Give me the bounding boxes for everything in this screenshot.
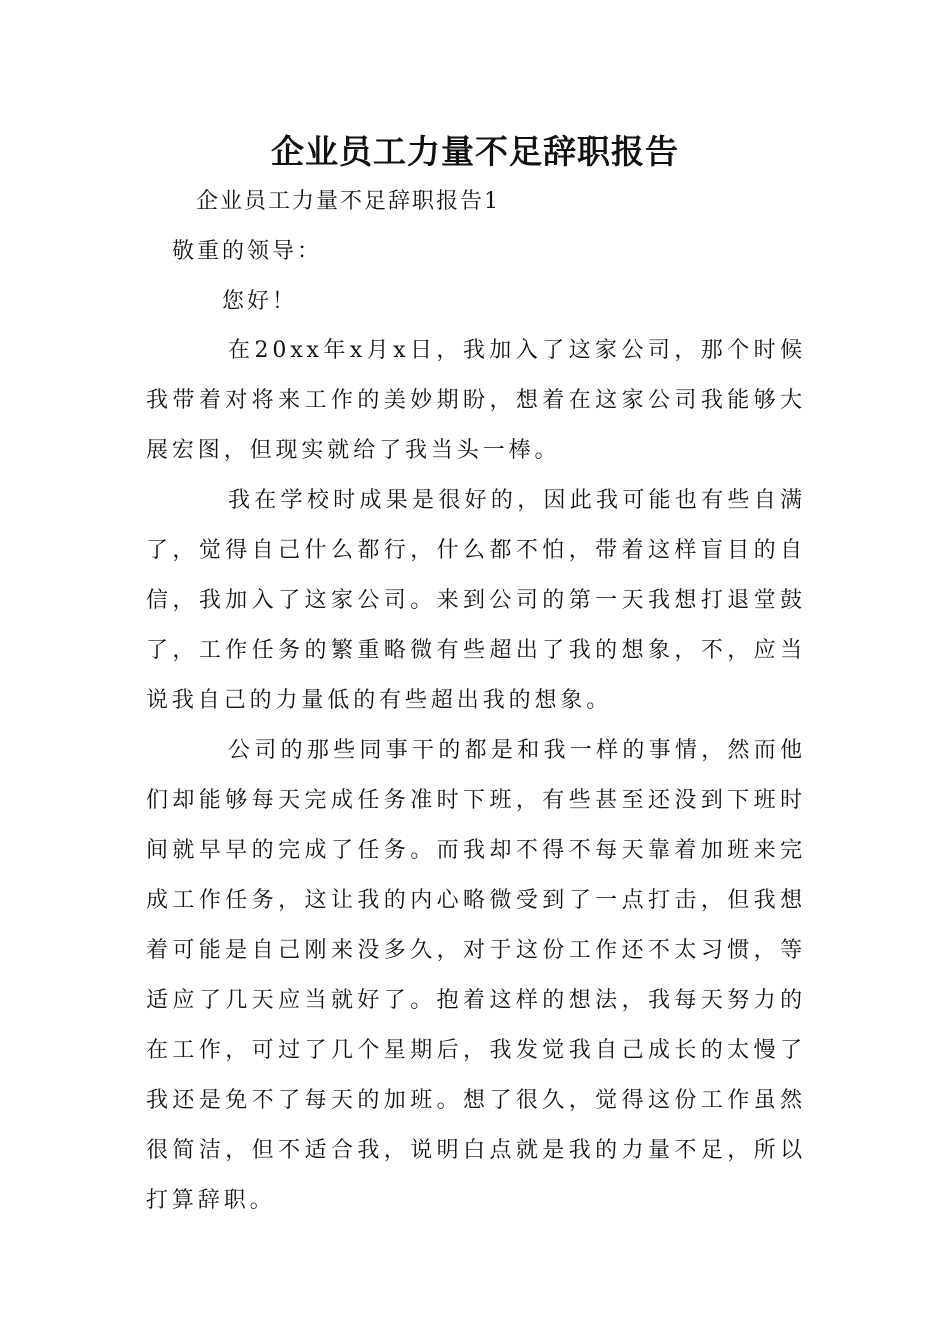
body-paragraph-1: 在20xx年x月x日，我加入了这家公司，那个时候我带着对将来工作的美妙期盼，想着在这家公司我能够大展宏图，但现实就给了我当头一棒。 <box>146 338 806 463</box>
document-title: 企业员工力量不足辞职报告 <box>271 132 679 171</box>
body-paragraph-3: 公司的那些同事干的都是和我一样的事情，然而他们却能够每天完成任务准时下班，有些甚至还没到下班时间就早早的完成了任务。而我却不得不每天靠着加班来完成工作任务，这让我的内心略微受到了一点打击，但我想着可能是自己刚来没多久，对于这份工作还不太习惯，等适应了几天应当就好了。抱着这样的想法，我每天努力的在工作，可过了几个星期后，我发觉我自己成长的太慢了我还是免不了每天的加班。想了很久，觉得这份工作虽然很简洁，但不适合我，说明白点就是我的力量不足，所以打算辞职。 <box>146 738 806 1213</box>
body-paragraph-2: 我在学校时成果是很好的，因此我可能也有些自满了，觉得自己什么都行，什么都不怕，带着这样盲目的自信，我加入了这家公司。来到公司的第一天我想打退堂鼓了，工作任务的繁重略微有些超出了我的想象，不，应当说我自己的力量低的有些超出我的想象。 <box>146 488 806 713</box>
salutation: 敬重的领导： <box>172 239 323 264</box>
document-subtitle: 企业员工力量不足辞职报告1 <box>196 189 500 214</box>
greeting: 您好！ <box>222 289 298 314</box>
